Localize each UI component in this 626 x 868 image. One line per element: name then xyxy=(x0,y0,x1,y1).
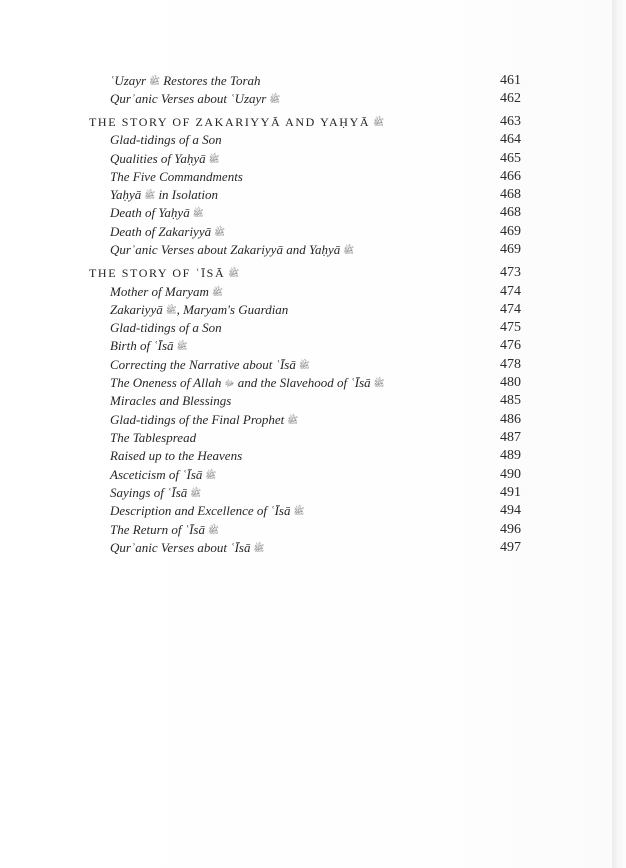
toc-title-text: Yaḥyā xyxy=(110,187,142,202)
toc-title-text: Raised up to the Heavens xyxy=(110,448,243,463)
toc-entry[interactable] xyxy=(110,356,521,374)
honorific-glyph-icon: ﷺ xyxy=(144,190,156,200)
toc-page-number: 468 xyxy=(500,187,521,202)
honorific-glyph-icon: ﷺ xyxy=(228,268,240,278)
honorific-glyph-icon: ﷻ xyxy=(224,378,235,388)
toc-title-text: Glad-tidings of the Final Prophet xyxy=(110,412,285,427)
toc-entry-title xyxy=(110,72,261,90)
toc-entry[interactable] xyxy=(110,204,521,222)
honorific-glyph-icon: ﷺ xyxy=(211,287,223,297)
toc-entry[interactable] xyxy=(110,283,521,301)
honorific-glyph-icon: ﷺ xyxy=(165,305,177,315)
toc-entry-title xyxy=(89,113,384,131)
toc-title-text: Mother of Maryam xyxy=(110,284,209,299)
toc-page-number: 465 xyxy=(500,151,521,166)
toc-entry-title xyxy=(110,204,204,222)
toc-title-text: The Five Commandments xyxy=(110,169,243,184)
toc-entry-title xyxy=(110,502,304,520)
toc-title-text: THE STORY OF ʿĪSĀ xyxy=(89,266,226,280)
toc-title-text: Qualities of Yaḥyā xyxy=(110,151,206,166)
toc-title-text: Description and Excellence of ʿĪsā xyxy=(110,503,291,518)
honorific-glyph-icon: ﷺ xyxy=(269,94,281,104)
toc-page-number: 463 xyxy=(500,114,521,129)
honorific-glyph-icon: ﷺ xyxy=(190,488,202,498)
toc-title-text: Zakariyyā xyxy=(110,302,163,317)
honorific-glyph-icon: ﷺ xyxy=(373,378,385,388)
toc-entry-title xyxy=(110,241,354,259)
toc-section-heading[interactable] xyxy=(89,264,521,282)
toc-title-text: Asceticism of ʿĪsā xyxy=(110,467,203,482)
toc-title-text: Birth of ʿĪsā xyxy=(110,338,174,353)
toc-entry[interactable] xyxy=(110,484,521,502)
toc-entry[interactable] xyxy=(110,168,521,186)
toc-entry[interactable] xyxy=(110,447,521,465)
toc-title-text: Death of Yaḥyā xyxy=(110,205,190,220)
honorific-glyph-icon: ﷺ xyxy=(343,245,355,255)
honorific-glyph-icon: ﷺ xyxy=(207,525,219,535)
toc-page-number: 473 xyxy=(500,265,521,280)
toc-title-text: Sayings of ʿĪsā xyxy=(110,485,188,500)
toc-entry-title xyxy=(110,301,288,319)
toc-entry[interactable] xyxy=(110,466,521,484)
toc-title-text: ʿUzayr xyxy=(110,73,147,88)
toc-page-number: 469 xyxy=(500,224,521,239)
toc-title-text: THE STORY OF ZAKARIYYĀ AND YAḤYĀ xyxy=(89,115,371,129)
toc-entry-title xyxy=(110,429,196,447)
toc-entry-title xyxy=(110,223,225,241)
honorific-glyph-icon: ﷺ xyxy=(373,117,384,127)
toc-entry[interactable] xyxy=(110,186,521,204)
honorific-glyph-icon: ﷺ xyxy=(192,208,204,218)
honorific-glyph-icon: ﷺ xyxy=(253,543,265,553)
toc-title-text: Correcting the Narrative about ʿĪsā xyxy=(110,357,296,372)
toc-page-number: 487 xyxy=(500,430,521,445)
toc-entry[interactable] xyxy=(110,319,521,337)
toc-entry[interactable] xyxy=(110,521,521,539)
toc-entry[interactable] xyxy=(110,72,521,90)
toc-entry[interactable] xyxy=(110,374,521,392)
toc-entry[interactable] xyxy=(110,429,521,447)
toc-page-number: 490 xyxy=(500,467,521,482)
toc-entry-title xyxy=(89,264,239,282)
toc-title-text: The Tablespread xyxy=(110,430,197,445)
honorific-glyph-icon: ﷺ xyxy=(149,76,160,86)
toc-title-text-continued: and the Slavehood of ʿĪsā xyxy=(234,375,371,390)
toc-page-number: 486 xyxy=(500,412,521,427)
toc-page-number: 461 xyxy=(500,73,521,88)
toc-entry-title xyxy=(110,466,216,484)
toc-page-number: 491 xyxy=(500,485,521,500)
toc-title-text: Death of Zakariyyā xyxy=(110,224,212,239)
toc-entry-title xyxy=(110,521,219,539)
toc-entry-title xyxy=(110,374,385,392)
toc-title-text: Qurʾanic Verses about ʿĪsā xyxy=(110,540,251,555)
honorific-glyph-icon: ﷺ xyxy=(298,360,310,370)
toc-title-text: Miracles and Blessings xyxy=(110,393,232,408)
toc-entry[interactable] xyxy=(110,90,521,108)
toc-title-text: Glad-tidings of a Son xyxy=(110,320,222,335)
toc-entry[interactable] xyxy=(110,392,521,410)
toc-page-number: 474 xyxy=(500,284,521,299)
toc-page-number: 489 xyxy=(500,448,521,463)
toc-title-text: Qurʾanic Verses about Zakariyyā and Yaḥyā xyxy=(110,242,341,257)
toc-page-number: 478 xyxy=(500,357,521,372)
toc-page-number: 476 xyxy=(500,338,521,353)
toc-entry[interactable] xyxy=(110,150,521,168)
toc-page-number: 485 xyxy=(500,393,521,408)
toc-entry[interactable] xyxy=(110,241,521,259)
toc-entry-title xyxy=(110,319,222,337)
page-edge-shadow xyxy=(612,0,626,868)
toc-page-number: 496 xyxy=(500,522,521,537)
toc-title-text-continued: in Isolation xyxy=(155,187,219,202)
toc-page-number: 480 xyxy=(500,375,521,390)
toc-entry-title xyxy=(110,337,187,355)
toc-entry-title xyxy=(110,90,280,108)
toc-entry-title xyxy=(110,150,219,168)
toc-entry-title xyxy=(110,168,243,186)
toc-page-number: 474 xyxy=(500,302,521,317)
toc-page-number: 462 xyxy=(500,91,521,106)
honorific-glyph-icon: ﷺ xyxy=(205,470,217,480)
toc-entry[interactable] xyxy=(110,539,521,557)
toc-entry[interactable] xyxy=(110,502,521,520)
toc-entry-title xyxy=(110,131,222,149)
toc-entry[interactable] xyxy=(110,301,521,319)
toc-title-text: Glad-tidings of a Son xyxy=(110,132,222,147)
toc-entry-title xyxy=(110,283,223,301)
toc-title-text: The Return of ʿĪsā xyxy=(110,522,205,537)
honorific-glyph-icon: ﷺ xyxy=(293,506,305,516)
toc-entry-title xyxy=(110,392,231,410)
toc-entry-title xyxy=(110,411,298,429)
toc-entry[interactable] xyxy=(110,131,521,149)
toc-page-number: 468 xyxy=(500,205,521,220)
toc-title-text-continued: , Maryam's Guardian xyxy=(176,302,289,317)
toc-page-number: 497 xyxy=(500,540,521,555)
toc-page-number: 464 xyxy=(500,132,521,147)
toc-entry-title xyxy=(110,484,201,502)
toc-entry-title xyxy=(110,356,310,374)
honorific-glyph-icon: ﷺ xyxy=(287,415,299,425)
toc-entry-title xyxy=(110,539,264,557)
toc-page-number: 469 xyxy=(500,242,521,257)
toc-page-number: 466 xyxy=(500,169,521,184)
toc-entry[interactable] xyxy=(110,411,521,429)
toc-page-number: 494 xyxy=(500,503,521,518)
toc-title-text: Qurʾanic Verses about ʿUzayr xyxy=(110,91,267,106)
toc-title-text: The Oneness of Allah xyxy=(110,375,222,390)
toc-entry-title xyxy=(110,447,242,465)
honorific-glyph-icon: ﷺ xyxy=(214,227,225,237)
toc-entry[interactable] xyxy=(110,337,521,355)
honorific-glyph-icon: ﷺ xyxy=(176,341,188,351)
toc-entry[interactable] xyxy=(110,223,521,241)
toc-page-number: 475 xyxy=(500,320,521,335)
toc-title-text-continued: Restores the Torah xyxy=(159,73,261,88)
toc-section-heading[interactable] xyxy=(89,113,521,131)
honorific-glyph-icon: ﷺ xyxy=(208,154,220,164)
toc-entry-title xyxy=(110,186,218,204)
